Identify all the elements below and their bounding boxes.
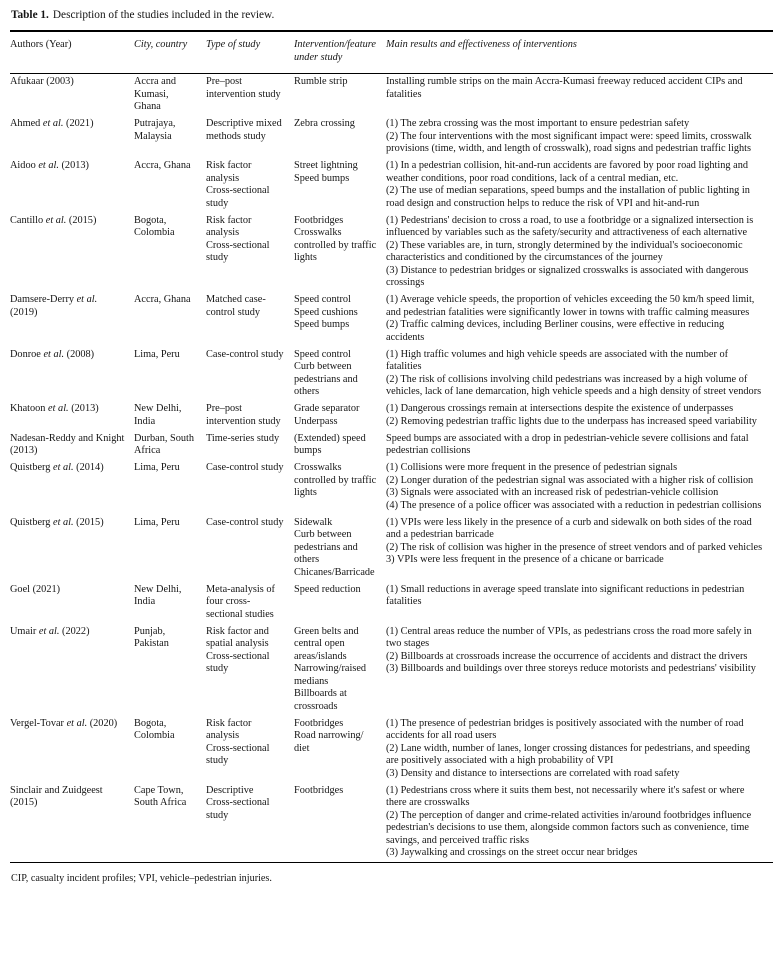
intervention-cell (294, 785, 386, 860)
stack-line: Case-control study (206, 516, 284, 528)
stack-line: Risk factor and spatial analysis (206, 625, 269, 649)
table-title (10, 6, 773, 30)
study-type-cell (206, 215, 294, 290)
stack-line: Speed bumps (294, 319, 350, 330)
intervention-cell (294, 403, 386, 428)
results-cell (386, 118, 773, 156)
table-row (10, 116, 773, 158)
stack-line: Footbridges (294, 717, 344, 729)
results-cell (386, 349, 773, 399)
table-row (10, 213, 773, 293)
result-item: (2) The risk of collisions involving child pedestrians was increased by a high volume of vehicles, lack of lane demarcation, high vehicle speeds and a high density of street vendors (386, 373, 762, 397)
authors-cell: Ahmed et al. (2021) (10, 118, 94, 129)
authors-cell: Afukaar (2003) (10, 76, 74, 87)
col-header-intervention: Intervention/​feature under study (294, 39, 376, 63)
stack-line: Cross-sectional study (206, 239, 270, 263)
stack-line: Risk factor analysis (206, 717, 252, 741)
results-cell (386, 785, 773, 860)
results-cell (386, 433, 773, 458)
result-item: (2) The use of median separations, speed bumps and the installation of public lighting in road design and construction helps to reduce the risk of VPI and hit-and-run (386, 185, 750, 209)
table-row (10, 401, 773, 431)
city-cell: Lima, Peru (134, 516, 180, 528)
city-cell: Bogota, Colombia (134, 717, 175, 741)
results-cell (386, 76, 773, 114)
intervention-cell (294, 118, 386, 156)
result-item: (2) Longer duration of the pedestrian signal was associated with a higher risk of collision (386, 474, 754, 486)
study-type-cell (206, 294, 294, 344)
stack-line: Cross-sectional study (206, 742, 270, 766)
col-header-type: Type of study (206, 39, 261, 50)
result-item: (2) Removing pedestrian traffic lights due to the underpass has increased speed variability (386, 415, 757, 427)
stack-line: Sidewalk (294, 516, 333, 528)
stack-line: Speed bumps (294, 172, 350, 184)
table-body (10, 74, 773, 862)
table-row (10, 582, 773, 624)
result-item: (1) Pedestrians' decision to cross a road, to use a footbridge or a signalized intersection is influenced by variables such as the safety/security and attractiveness of each alternative (386, 214, 754, 238)
stack-line: Rumble strip (294, 76, 348, 87)
study-type-cell (206, 718, 294, 781)
authors-cell: Quistberg et al. (2014) (10, 462, 104, 473)
study-type-cell (206, 160, 294, 210)
col-header-city: City, country (134, 39, 188, 50)
result-item: (2) The four interventions with the most significant impact were: speed limits, crosswalk provisions (time, width, and length of crosswalk), road signs and pedestrian traffic lights (386, 130, 752, 154)
study-type-cell (206, 76, 294, 114)
result-item: (2) Billboards at crossroads increase the occurrence of accidents and distract the drivers (386, 650, 748, 662)
authors-cell: Damsere-Derry et al. (2019) (10, 294, 98, 318)
result-item: (1) Pedestrians cross where it suits them best, not necessarily where it's safest or where there are crosswalks (386, 784, 745, 808)
stack-line: Cross-sectional study (206, 185, 270, 209)
intervention-cell (294, 517, 386, 580)
stack-line: Speed control (294, 348, 351, 360)
authors-cell: Donroe et al. (2008) (10, 348, 95, 360)
table-row (10, 74, 773, 116)
table-row (10, 158, 773, 213)
intervention-cell (294, 626, 386, 714)
authors-cell: Aidoo et al. (2013) (10, 160, 89, 171)
result-item: Speed bumps are associated with a drop in pedestrian-vehicle severe collisions and fatal pedestrian collisions (386, 432, 749, 456)
stack-line: Cross-sectional study (206, 650, 270, 674)
study-type-cell (206, 349, 294, 399)
table-row (10, 347, 773, 402)
results-cell (386, 294, 773, 344)
stack-line: Curb between pedestrians and others (294, 361, 358, 397)
city-cell: Punjab, Pakistan (134, 625, 169, 649)
intervention-cell (294, 718, 386, 781)
stack-line: Meta-analysis of four cross-sectional studies (206, 583, 275, 620)
stack-line: Street lightning (294, 160, 358, 171)
table-row (10, 716, 773, 783)
stack-line: Time-series study (206, 432, 280, 444)
authors-cell: Umair et al. (2022) (10, 625, 90, 637)
table-title-label: Table 1. (11, 9, 49, 21)
stack-line: Underpass (294, 415, 338, 427)
city-cell: New Delhi, India (134, 403, 182, 427)
result-item: (1) Central areas reduce the number of VPIs, as pedestrians cross the road more safely in two stages (386, 625, 752, 649)
col-header-authors: Authors (Year) (10, 39, 72, 50)
stack-line: Speed reduction (294, 583, 361, 595)
intervention-cell (294, 349, 386, 399)
city-cell: Cape Town, South Africa (134, 784, 187, 808)
study-type-cell (206, 403, 294, 428)
authors-cell: Cantillo et al. (2015) (10, 214, 97, 226)
study-type-cell (206, 626, 294, 714)
result-item: (2) Traffic calming devices, including Berliner cousins, were effective in reducing accidents (386, 319, 725, 343)
intervention-cell (294, 462, 386, 512)
results-cell (386, 584, 773, 622)
stack-line: Narrowing/raised medians (294, 663, 367, 687)
result-item: (4) The presence of a police officer was associated with a reduction in pedestrian collisions (386, 499, 762, 511)
stack-line: Zebra crossing (294, 118, 355, 129)
stack-line: Chicanes/​Barricade (294, 566, 375, 578)
col-header-results: Main results and effectiveness of interventions (386, 39, 577, 50)
result-item: (3) Billboards and buildings over three storeys reduce motorists and pedestrians' visibility (386, 663, 756, 674)
authors-cell: Quistberg et al. (2015) (10, 516, 104, 528)
intervention-cell (294, 215, 386, 290)
table-row (10, 624, 773, 716)
stack-line: Matched case-control study (206, 294, 266, 318)
city-cell: New Delhi, India (134, 583, 182, 607)
result-item: (1) VPIs were less likely in the presence of a curb and sidewalk on both sides of the road and a pedestrian barricade (386, 516, 752, 540)
result-item: (2) These variables are, in turn, strongly determined by the individual's socioeconomic characteristics and conditioned by the circumstances of the journey (386, 239, 743, 263)
results-cell (386, 626, 773, 714)
stack-line: Speed cushions (294, 306, 358, 318)
study-type-cell (206, 462, 294, 512)
result-item: Installing rumble strips on the main Accra-Kumasi freeway reduced accident CIPs and fatalities (386, 76, 743, 100)
stack-line: Case-control study (206, 348, 284, 360)
study-type-cell (206, 785, 294, 860)
study-type-cell (206, 118, 294, 156)
result-item: (2) Lane width, number of lanes, longer crossing distances for pedestrians, and speeding are positively associated with a high probability of VPI (386, 742, 751, 766)
table-title-text: Description of the studies included in the review. (52, 9, 275, 21)
city-cell: Accra and Kumasi, Ghana (134, 76, 177, 112)
results-cell (386, 718, 773, 781)
table-page (10, 6, 773, 886)
result-item: (1) High traffic volumes and high vehicle speeds are associated with the number of fatalities (386, 348, 729, 372)
city-cell: Bogota, Colombia (134, 214, 175, 238)
intervention-cell (294, 294, 386, 344)
result-item: 3) VPIs were less frequent in the presence of a chicane or barricade (386, 554, 664, 565)
stack-line: Crosswalks controlled by traffic lights (294, 227, 377, 263)
stack-line: Pre–post intervention study (206, 76, 281, 100)
table-row (10, 460, 773, 515)
city-cell: Putrajaya, Malaysia (134, 118, 176, 142)
stack-line: Grade separator (294, 403, 360, 414)
authors-cell: Vergel-Tovar et al. (2020) (10, 717, 118, 729)
table-row (10, 292, 773, 347)
stack-line: Footbridges (294, 214, 344, 226)
results-cell (386, 517, 773, 580)
stack-line: Green belts and central open areas/islands (294, 625, 359, 662)
study-type-cell (206, 584, 294, 622)
result-item: (3) Jaywalking and crossings on the street occur near bridges (386, 847, 638, 858)
authors-cell: Khatoon et al. (2013) (10, 403, 99, 414)
authors-cell: Sinclair and Zuidgeest (2015) (10, 784, 103, 808)
results-cell (386, 160, 773, 210)
stack-line: Case-control study (206, 462, 284, 473)
table-footnote: CIP, casualty incident profiles; VPI, vehicle–pedestrian injuries. (11, 873, 272, 884)
city-cell: Accra, Ghana (134, 294, 191, 305)
result-item: (1) Dangerous crossings remain at intersections despite the existence of underpasses (386, 403, 734, 414)
authors-cell: Nadesan-Reddy and Knight (2013) (10, 432, 125, 456)
intervention-cell (294, 160, 386, 210)
result-item: (1) Small reductions in average speed translate into significant reductions in pedestrian fatalities (386, 583, 745, 607)
intervention-cell (294, 433, 386, 458)
result-item: (1) Collisions were more frequent in the presence of pedestrian signals (386, 462, 678, 473)
stack-line: Billboards at crossroads (294, 688, 347, 712)
results-cell (386, 462, 773, 512)
stack-line: Pre–post intervention study (206, 403, 281, 427)
study-type-cell (206, 433, 294, 458)
result-item: (3) Signals were associated with an increased risk of pedestrian-vehicle collision (386, 487, 719, 498)
table-row (10, 431, 773, 461)
stack-line: Curb between pedestrians and others (294, 529, 358, 565)
city-cell: Lima, Peru (134, 462, 180, 473)
result-item: (2) The perception of danger and crime-related activities in/around footbridges influence pedestrian's decisions to use them, alongside common factors such as convenience, time savings, and perceived traffic risks (386, 809, 752, 846)
result-item: (3) Distance to pedestrian bridges or signalized crosswalks is associated with dangerous crossings (386, 264, 749, 288)
stack-line: Descriptive mixed methods study (206, 118, 282, 142)
city-cell: Lima, Peru (134, 348, 180, 360)
result-item: (1) The zebra crossing was the most important to ensure pedestrian safety (386, 118, 690, 129)
stack-line: (Extended) speed bumps (294, 432, 366, 456)
stack-line: Descriptive (206, 784, 254, 796)
table-row (10, 783, 773, 863)
table-header-row (10, 32, 773, 73)
stack-line: Footbridges (294, 784, 344, 796)
result-item: (3) Density and distance to intersections are correlated with road safety (386, 767, 680, 779)
stack-line: Road narrowing/​diet (294, 730, 364, 754)
city-cell: Accra, Ghana (134, 160, 191, 171)
result-item: (1) The presence of pedestrian bridges is positively associated with the number of road accidents for all road users (386, 717, 744, 741)
stack-line: Speed control (294, 294, 351, 305)
results-cell (386, 403, 773, 428)
result-item: (1) Average vehicle speeds, the proportion of vehicles exceeding the 50 km/h speed limit, and pedestrian fatalities were significantly lower in towns with traffic calming measures (386, 294, 755, 318)
intervention-cell (294, 76, 386, 114)
results-cell (386, 215, 773, 290)
stack-line: Risk factor analysis (206, 160, 252, 184)
city-cell: Durban, South Africa (134, 432, 195, 456)
intervention-cell (294, 584, 386, 622)
table-row (10, 515, 773, 582)
result-item: (1) In a pedestrian collision, hit-and-run accidents are favored by poor road lighting and weather conditions, poor road conditions, lack of a central median, etc. (386, 160, 748, 184)
study-type-cell (206, 517, 294, 580)
stack-line: Cross-sectional study (206, 797, 270, 821)
stack-line: Crosswalks controlled by traffic lights (294, 462, 377, 498)
authors-cell: Goel (2021) (10, 583, 61, 595)
stack-line: Risk factor analysis (206, 214, 252, 238)
result-item: (2) The risk of collision was higher in the presence of street vendors and of parked vehicles (386, 541, 763, 553)
